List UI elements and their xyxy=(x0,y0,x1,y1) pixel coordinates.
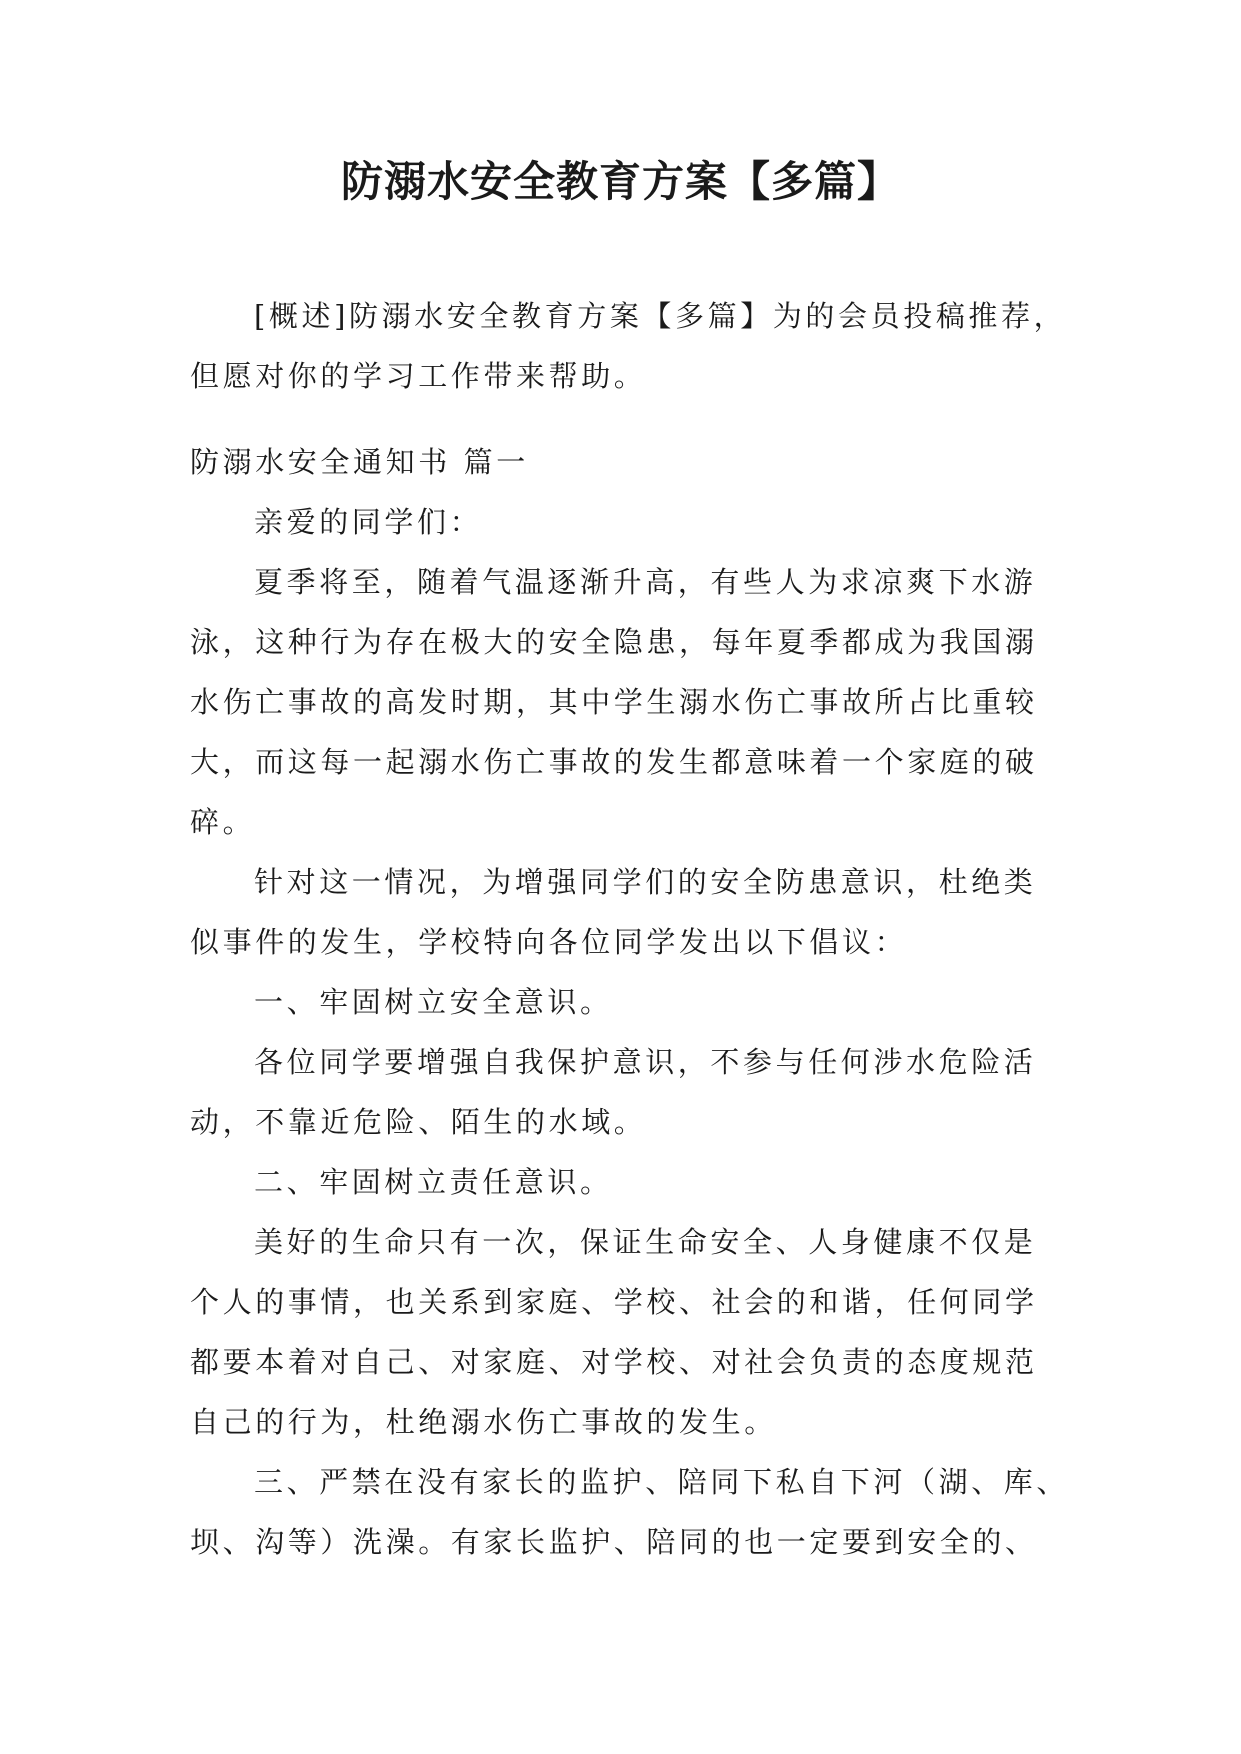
list-heading: 二、牢固树立责任意识。 xyxy=(254,1165,613,1199)
salutation: 亲爱的同学们： xyxy=(254,505,483,539)
paragraph-line: 泳，这种行为存在极大的安全隐患，每年夏季都成为我国溺 xyxy=(190,625,1038,659)
paragraph-line: 水伤亡事故的高发时期，其中学生溺水伤亡事故所占比重较 xyxy=(190,685,1038,719)
paragraph-line: 个人的事情，也关系到家庭、学校、社会的和谐，任何同学 xyxy=(190,1285,1038,1319)
paragraph-line: 动，不靠近危险、陌生的水域。 xyxy=(190,1105,647,1139)
paragraph-line: 都要本着对自己、对家庭、对学校、对社会负责的态度规范 xyxy=(190,1345,1038,1379)
overview-line: [概述]防溺水安全教育方案【多篇】为的会员投稿推荐， xyxy=(254,299,1067,333)
paragraph-line: 大，而这每一起溺水伤亡事故的发生都意味着一个家庭的破 xyxy=(190,745,1038,779)
paragraph-line: 夏季将至，随着气温逐渐升高，有些人为求凉爽下水游 xyxy=(254,565,1037,599)
paragraph-line: 坝、沟等）洗澡。有家长监护、陪同的也一定要到安全的、 xyxy=(190,1525,1038,1559)
overview-paragraph xyxy=(190,286,1067,406)
paragraph-line: 似事件的发生，学校特向各位同学发出以下倡议： xyxy=(190,925,908,959)
overview-line: 但愿对你的学习工作带来帮助。 xyxy=(190,359,647,393)
article-body xyxy=(190,432,1070,1572)
paragraph-line: 美好的生命只有一次，保证生命安全、人身健康不仅是 xyxy=(254,1225,1037,1259)
document-title: 防溺水安全教育方案【多篇】 xyxy=(340,157,900,206)
list-heading: 三、严禁在没有家长的监护、陪同下私自下河（湖、库、 xyxy=(254,1465,1070,1499)
paragraph-line: 各位同学要增强自我保护意识，不参与任何涉水危险活 xyxy=(254,1045,1037,1079)
paragraph-line: 针对这一情况，为增强同学们的安全防患意识，杜绝类 xyxy=(254,865,1037,899)
paragraph-line: 碎。 xyxy=(190,805,256,839)
list-heading: 一、牢固树立安全意识。 xyxy=(254,985,613,1019)
section-heading: 防溺水安全通知书 篇一 xyxy=(190,445,529,479)
paragraph-line: 自己的行为，杜绝溺水伤亡事故的发生。 xyxy=(190,1405,777,1439)
